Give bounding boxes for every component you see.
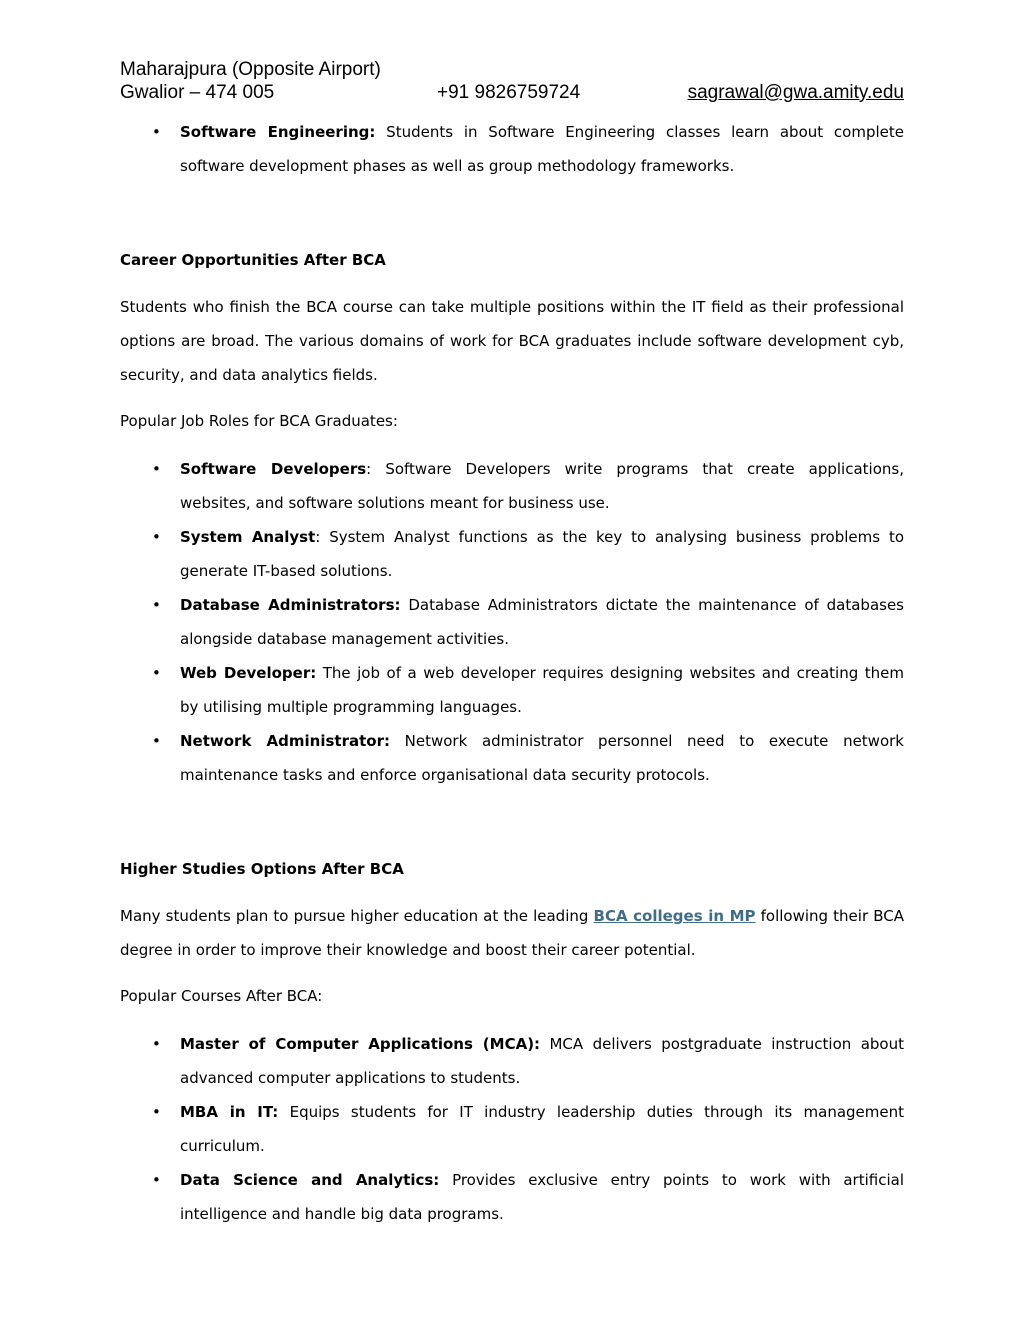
list-item: [120, 656, 904, 724]
higher-studies-heading: Higher Studies Options After BCA: [120, 860, 404, 878]
page-header: [120, 58, 904, 104]
bullet-icon: •: [152, 528, 161, 546]
bullet-icon: •: [152, 1103, 161, 1121]
address-line-2: Gwalior – 474 005: [120, 82, 275, 103]
bullet-icon: •: [152, 1035, 161, 1053]
item-text: Network administrator personnel need to execute network maintenance tasks and enforce organisational data security protocols.: [180, 732, 904, 784]
job-roles-list: [120, 452, 904, 792]
item-title: Network Administrator:: [180, 732, 390, 750]
higher-studies-paragraph: [120, 899, 904, 967]
list-item: [120, 1163, 904, 1231]
item-text: MCA delivers postgraduate instruction about advanced computer applications to students.: [180, 1035, 904, 1087]
item-title: Software Developers: [180, 460, 367, 478]
item-text: Equips students for IT industry leadership duties through its management curriculum.: [180, 1103, 905, 1155]
item-title: MBA in IT:: [180, 1103, 279, 1121]
bullet-icon: •: [152, 732, 161, 750]
header-line-2: [120, 81, 904, 104]
courses-list: [120, 1027, 904, 1231]
list-item: [120, 724, 904, 792]
bullet-icon: •: [152, 460, 161, 478]
intro-bullet-list: [120, 115, 904, 183]
bullet-icon: •: [152, 123, 161, 141]
item-text: Database Administrators dictate the maintenance of databases alongside database management activities.: [180, 596, 904, 648]
item-title: Software Engineering:: [180, 123, 376, 141]
item-text: Students in Software Engineering classes learn about complete software development phases as well as group methodology frameworks.: [180, 123, 904, 175]
list-item: [120, 1095, 904, 1163]
item-title: Database Administrators:: [180, 596, 401, 614]
bullet-icon: •: [152, 664, 161, 682]
item-text: Provides exclusive entry points to work with artificial intelligence and handle big data programs.: [180, 1171, 904, 1223]
document-body: [120, 115, 904, 1231]
list-item: [120, 520, 904, 588]
phone-number: +91 9826759724: [437, 82, 581, 103]
email-link[interactable]: sagrawal@gwa.amity.edu: [687, 82, 904, 103]
item-title: Web Developer:: [180, 664, 317, 682]
paragraph-text-after: following their BCA degree in order to improve their knowledge and boost their career potential.: [120, 907, 904, 959]
list-item: [120, 588, 904, 656]
career-paragraph: Students who finish the BCA course can take multiple positions within the IT field as their professional options are broad. The various domains of work for BCA graduates include software development cyb, security, and data analytics fields.: [120, 298, 904, 384]
item-text: : Software Developers write programs that create applications, websites, and software solutions meant for business use.: [180, 460, 904, 512]
career-heading: Career Opportunities After BCA: [120, 251, 386, 269]
list-item: [120, 115, 904, 183]
list-item: [120, 1027, 904, 1095]
item-title: System Analyst: [180, 528, 316, 546]
address-line-1: Maharajpura (Opposite Airport): [120, 59, 381, 80]
item-title: Data Science and Analytics:: [180, 1171, 440, 1189]
bca-colleges-link[interactable]: BCA colleges in MP: [593, 907, 756, 925]
bullet-icon: •: [152, 596, 161, 614]
item-text: The job of a web developer requires designing websites and creating them by utilising multiple programming languages.: [180, 664, 904, 716]
job-roles-label: Popular Job Roles for BCA Graduates:: [120, 412, 398, 430]
courses-label: Popular Courses After BCA:: [120, 987, 323, 1005]
list-item: [120, 452, 904, 520]
paragraph-text-before: Many students plan to pursue higher education at the leading: [120, 907, 594, 925]
bullet-icon: •: [152, 1171, 161, 1189]
item-title: Master of Computer Applications (MCA):: [180, 1035, 541, 1053]
item-text: : System Analyst functions as the key to analysing business problems to generate IT-based solutions.: [180, 528, 904, 580]
